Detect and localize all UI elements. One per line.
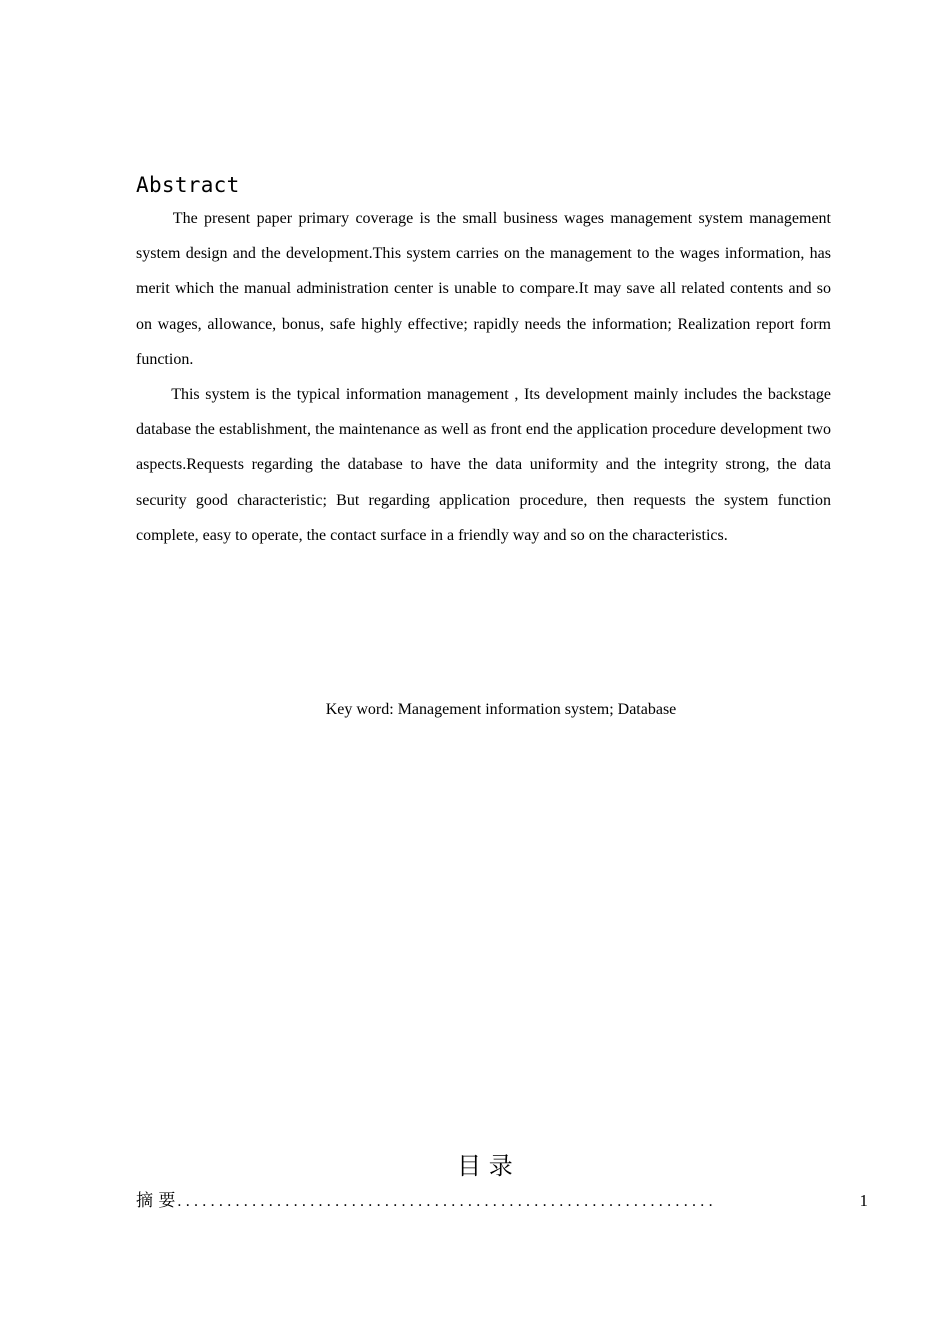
abstract-heading: Abstract (136, 173, 240, 197)
toc-entry-label: 摘 要 (136, 1191, 176, 1211)
keywords-line: Key word: Management information system; Database (325, 701, 677, 718)
toc-entry-page-number: 1 (859, 1191, 868, 1210)
toc-entry-abstract[interactable] (136, 1189, 868, 1213)
toc-title: 目 录 (457, 1152, 513, 1180)
abstract-body (136, 201, 831, 553)
abstract-paragraph-2: This system is the typical information management , Its development mainly includes the backstage database the establishment, the maintenance as well as front end the application procedure development two aspects.Requests regarding the database to have the data uniformity and the integrity strong, the data security good characteristic; But regarding application procedure, then requests the system function complete, easy to operate, the contact surface in a friendly way and so on the characteristics. (136, 386, 831, 544)
abstract-paragraph-1: The present paper primary coverage is the small business wages management system management system design and the development.This system carries on the management to the wages information, has merit which the manual administration center is unable to compare.It may save all related contents and so on wages, allowance, bonus, safe highly effective; rapidly needs the information; Realization report form function. (136, 210, 831, 368)
toc-entry-dot-leader: ................................................................. (177, 1193, 717, 1210)
